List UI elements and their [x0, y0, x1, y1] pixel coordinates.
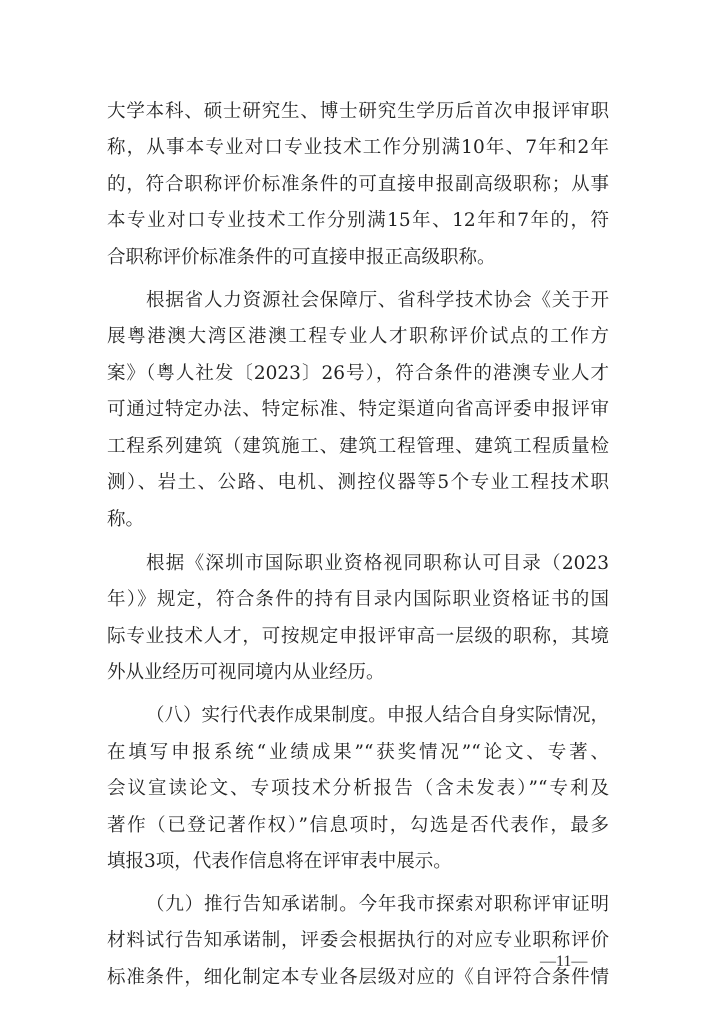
p2-line-6: 测）、岩土、公路、电机、测控仪器等5个专业工程技术职 — [107, 472, 609, 493]
page-number: —11— — [540, 953, 588, 970]
p2-line-1: 根据省人力资源社会保障厅、省科学技术协会《关于开 — [146, 290, 609, 311]
p3-line-4: 外从业经历可视同境内从业经历。 — [107, 662, 385, 683]
p3-line-1: 根据《深圳市国际职业资格视同职称认可目录（2023 — [146, 553, 609, 574]
p3-line-3: 际专业技术人才，可按规定申报评审高一层级的职称，其境 — [107, 626, 609, 647]
p1-line-4: 本专业对口专业技术工作分别满15年、12年和7年的，符 — [107, 210, 609, 231]
p5-line-2: 材料试行告知承诺制，评委会根据执行的对应专业职称评价 — [107, 930, 609, 951]
p2-line-4: 可通过特定办法、特定标准、特定渠道向省高评委申报评审 — [107, 399, 609, 420]
p1-line-2: 称，从事本专业对口专业技术工作分别满10年、7年和2年 — [107, 137, 609, 158]
p3-line-2: 年）》规定，符合条件的持有目录内国际职业资格证书的国 — [107, 589, 609, 610]
p1-line-1: 大学本科、硕士研究生、博士研究生学历后首次申报评审职 — [107, 101, 609, 122]
p5-line-3: 标准条件，细化制定本专业各层级对应的《自评符合条件情 — [107, 967, 609, 988]
p2-line-2: 展粤港澳大湾区港澳工程专业人才职称评价试点的工作方 — [107, 326, 609, 347]
p4-line-2: 在填写申报系统“业绩成果”“获奖情况”“论文、专著、 — [107, 742, 609, 763]
p2-line-3: 案》（粤人社发〔2023〕26号），符合条件的港澳专业人才 — [107, 363, 609, 384]
p4-line-3: 会议宣读论文、专项技术分析报告（含未发表）”“专利及 — [107, 778, 609, 799]
p5-line-1: （九）推行告知承诺制。今年我市探索对职称评审证明 — [146, 894, 609, 915]
p2-line-5: 工程系列建筑（建筑施工、建筑工程管理、建筑工程质量检 — [107, 436, 609, 457]
p4-line-4: 著作（已登记著作权）”信息项时，勾选是否代表作，最多 — [107, 815, 609, 836]
p4-line-1: （八）实行代表作成果制度。申报人结合自身实际情况， — [146, 705, 609, 726]
p4-line-5: 填报3项，代表作信息将在评审表中展示。 — [107, 851, 452, 872]
p1-line-3: 的，符合职称评价标准条件的可直接申报副高级职称；从事 — [107, 174, 609, 195]
p1-line-5: 合职称评价标准条件的可直接申报正高级职称。 — [107, 247, 496, 268]
p2-line-7: 称。 — [107, 509, 145, 530]
